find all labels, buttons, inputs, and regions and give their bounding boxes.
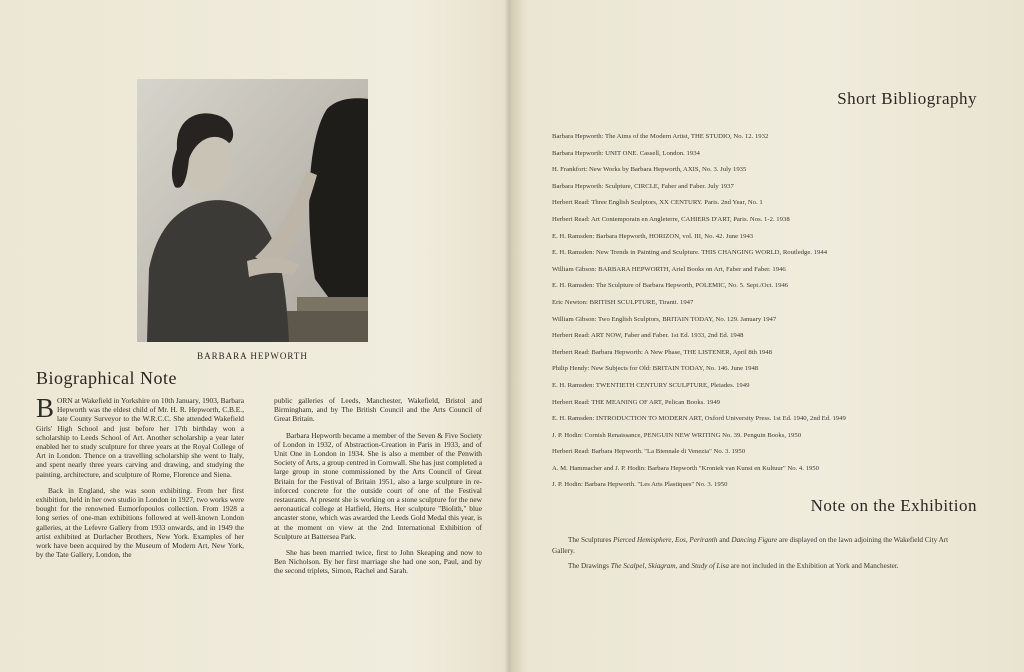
exhibition-note-paragraph-2: The Drawings The Scalpel, Skiagram, and Study of Lisa are not included in the Exhibition at York and Manchester. <box>568 562 899 570</box>
bibliography-entry: Herbert Read: Art Contemporain en Angleterre, CAHIERS D'ART, Paris. Nos. 1-2. 1938 <box>552 215 790 223</box>
portrait-photo <box>137 79 368 342</box>
bibliography-entry: E. H. Ramsden: TWENTIETH CENTURY SCULPTURE, Pleiades. 1949 <box>552 381 750 389</box>
bibliography-entry: Herbert Read: Barbara Hepworth. "La Biennale di Venezia" No. 3. 1950 <box>552 448 746 456</box>
bio-paragraph-3: public galleries of Leeds, Manchester, Wakefield, Bristol and Birmingham, and by The British Council and the Arts Council of Great Britain. <box>274 396 482 424</box>
bibliography-entry: Eric Newton: BRITISH SCULPTURE, Tiranti. 1947 <box>552 298 694 306</box>
bibliography-entry: E. H. Ramsden: The Sculpture of Barbara Hepworth, POLEMIC, No. 5. Sept./Oct. 1946 <box>552 282 789 290</box>
bibliography-entry: E. H. Ramsden: INTRODUCTION TO MODERN ART, Oxford University Press. 1st Ed. 1940, 2nd Ed. 1949 <box>552 415 846 423</box>
bio-paragraph-5: She has been married twice, first to John Skeaping and now to Ben Nicholson. By her first marriage she had one son, Paul, and by the second triplets, Simon, Rachel and Sarah. <box>274 548 482 576</box>
bio-column-1 <box>36 393 244 566</box>
bio-paragraph-2: Back in England, she was soon exhibiting. From her first exhibition, held in her own studio in London in 1927, two works were bought for the renowned Eumorfopoulos collection. From 1928 a long series of one-man exhibitions followed at well-known London galleries, at the Lefevre Gallery from 1933 onwards, and in 1949 the artist exhibited at Durlacher Brothers, New York. Examples of her work have been acquired by the Museum of Modern Art, New York, by the Tate Gallery, London, the <box>36 485 244 560</box>
bibliography-entry: Barbara Hepworth: Sculpture, CIRCLE, Faber and Faber. July 1937 <box>552 182 734 190</box>
bibliography-entry: E. H. Ramsden: Barbara Hepworth, HORIZON, vol. III, No. 42. June 1943 <box>552 232 754 240</box>
bibliography-title: Short Bibliography <box>837 89 977 108</box>
photo-caption: BARBARA HEPWORTH <box>197 351 308 361</box>
bibliography-entry: A. M. Hammacher and J. P. Hodin: Barbara Hepworth "Kroniek van Kunst en Kultuur" No. 4. 1950 <box>552 464 819 472</box>
bibliography-entry: William Gibson: Two English Sculptors, BRITAIN TODAY, No. 129. January 1947 <box>552 315 777 323</box>
page-gutter <box>505 0 513 672</box>
bibliography-entry: J. P. Hodin: Barbara Hepworth. "Les Arts Plastiques" No. 3. 1950 <box>552 481 728 489</box>
bibliography-entry: Herbert Read: Three English Sculptors, XX CENTURY. Paris. 2nd Year, No. 1 <box>552 199 763 207</box>
exhibition-note-title: Note on the Exhibition <box>810 496 977 515</box>
bibliography-entry: Barbara Hepworth: UNIT ONE. Cassell, London. 1934 <box>552 149 700 157</box>
bio-paragraph-1: BORN at Wakefield in Yorkshire on 10th January, 1903, Barbara Hepworth was the eldest child of Mr. H. R. Hepworth, C.B.E., late County Surveyor to the W.R.C.C. She attended Wakefield Girls' High School and just before her 17th birthday won a scholarship to Leeds School of Art. Another scholarship a year later enabled her to study sculpture for three years at the Royal College of Art in London. Thence on a travelling scholarship she went to Italy, and spent nearly three years carving and drawing, and studying the painting, architecture, and sculpture of Rome, Florence and Siena. <box>36 393 244 479</box>
bio-paragraph-4: Barbara Hepworth became a member of the Seven & Five Society of London in 1932, of Abstraction-Creation in Paris in 1933, and of Unit One in London in 1934. She is also a member of the Penwith Society of Arts, a group centred in Cornwall. She has just completed a large group in stone commissioned by the Arts Council of Great Britain for the Festival of Britain 1951, also a large sculpture in re-inforced concrete for the outside court of one of the Festival restaurants. At present she is working on a stone sculpture for the new aeronautical college at Hatfield, Herts. Her sculpture "Biolith," blue ancaster stone, which was awarded the Leeds Gold Medal this year, is at the moment on view at the 2nd International Exhibition of Sculpture at Battersea Park. <box>274 430 482 541</box>
drop-cap: B <box>36 393 55 423</box>
bibliography-entry: Herbert Read: Barbara Hepworth: A New Phase, THE LISTENER, April 8th 1948 <box>552 348 772 356</box>
bibliography-entry: E. H. Ramsden: New Trends in Painting and Sculpture. THIS CHANGING WORLD, Routledge. 1944 <box>552 249 828 257</box>
bibliography-entry: Barbara Hepworth: The Aims of the Modern Artist, THE STUDIO, No. 12. 1932 <box>552 133 769 140</box>
bibliography-entry: Philip Hendy: New Subjects for Old: BRITAIN TODAY, No. 146. June 1948 <box>552 365 759 373</box>
biographical-note-title: Biographical Note <box>36 368 177 388</box>
bibliography-entry: H. Frankfort: New Works by Barbara Hepworth, AXIS, No. 3. July 1935 <box>552 166 747 174</box>
bio-column-2 <box>274 396 482 583</box>
bibliography-entry: Herbert Read: ART NOW, Faber and Faber. 1st Ed. 1933, 2nd Ed. 1948 <box>552 332 744 340</box>
bibliography-entry: William Gibson: BARBARA HEPWORTH, Ariel Books on Art, Faber and Faber. 1946 <box>552 265 786 273</box>
bibliography-entry: Herbert Read: THE MEANING OF ART, Pelican Books. 1949 <box>552 398 721 406</box>
bibliography-entry: J. P. Hodin: Cornish Renaissance, PENGUIN NEW WRITING No. 39. Penguin Books, 1950 <box>552 431 802 439</box>
exhibition-note-paragraph-1: The Sculptures Pierced Hemisphere, Eos, Periranth and Dancing Figure are displayed on the lawn adjoining the Wakefield City Art Gallery. <box>552 536 949 555</box>
exhibition-note <box>552 535 972 577</box>
bibliography-list <box>552 129 992 494</box>
